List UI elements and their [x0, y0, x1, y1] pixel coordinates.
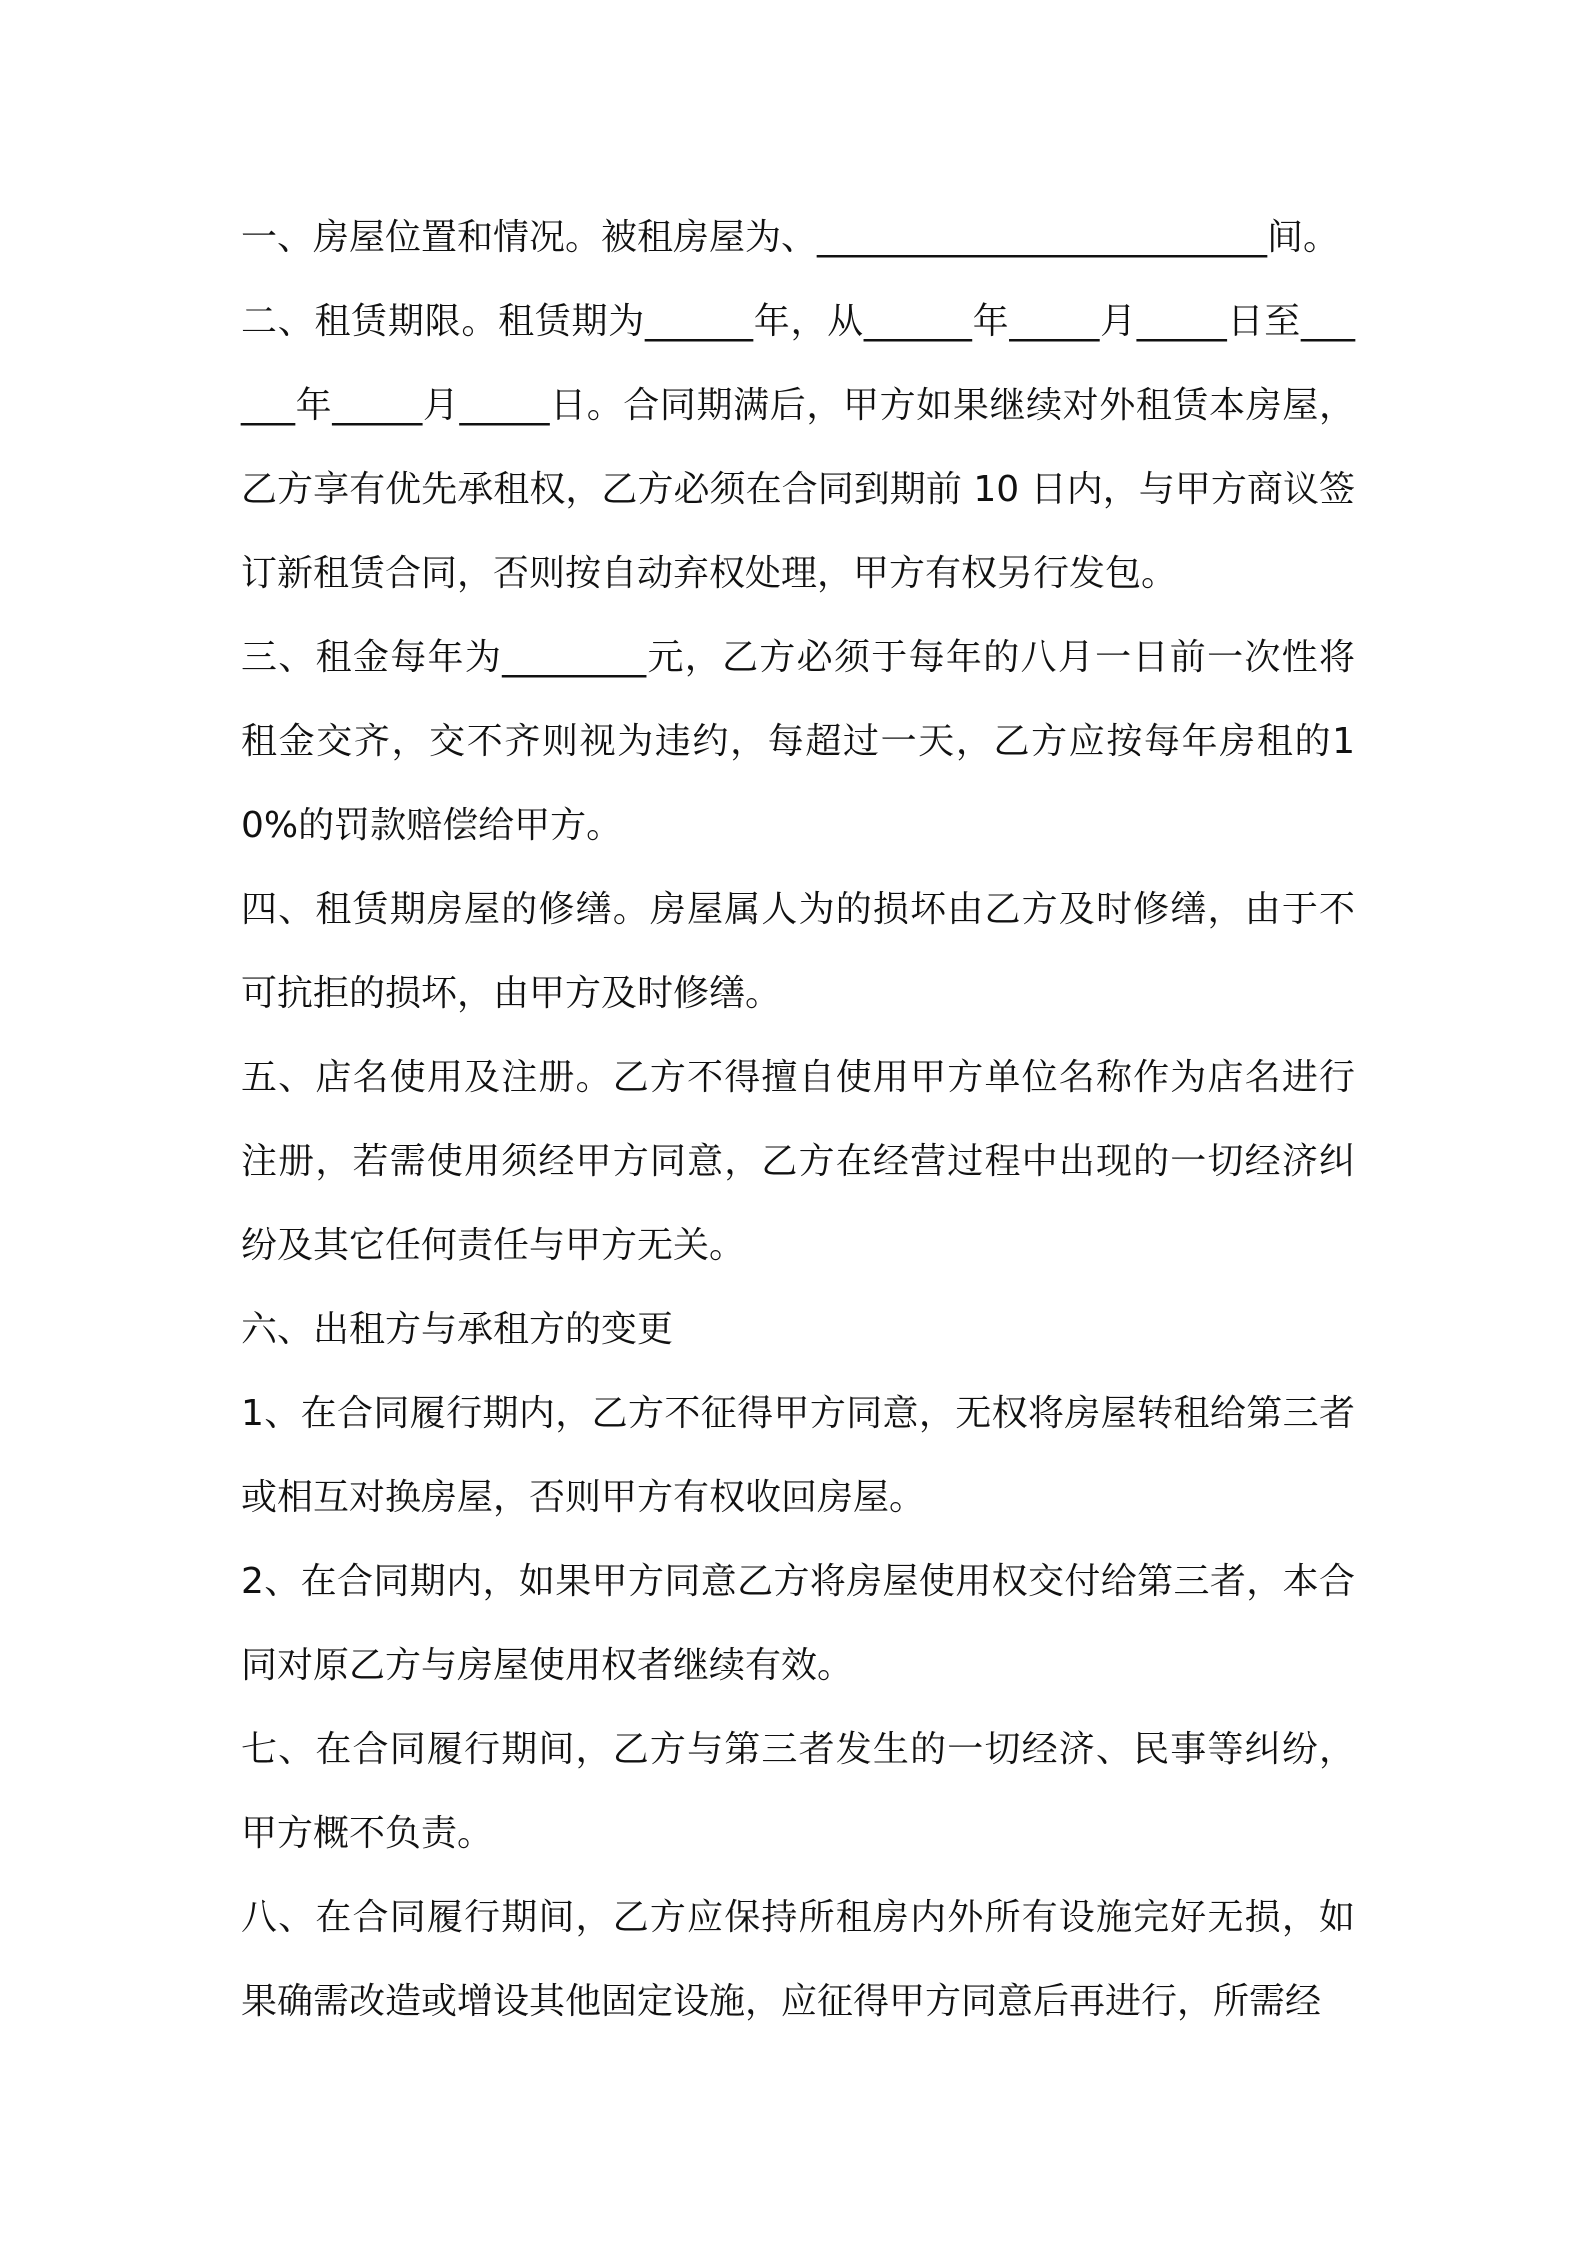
clause-8-facilities: 八、在合同履行期间，乙方应保持所租房内外所有设施完好无损，如果确需改造或增设其他固定设施，应征得甲方同意后再进行，所需经 — [241, 1897, 1355, 2022]
clause-3-rent: 三、租金每年为________元，乙方必须于每年的八月一日前一次性将租金交齐，交不齐则视为违约，每超过一天，乙方应按每年房租的10%的罚款赔偿给甲方。 — [241, 637, 1355, 846]
clause-4-repairs: 四、租赁期房屋的修缮。房屋属人为的损坏由乙方及时修缮，由于不可抗拒的损坏，由甲方及时修缮。 — [241, 889, 1355, 1014]
clause-7-disputes: 七、在合同履行期间，乙方与第三者发生的一切经济、民事等纠纷，甲方概不负责。 — [241, 1729, 1355, 1854]
clause-6-party-change-heading: 六、出租方与承租方的变更 — [241, 1309, 674, 1350]
document-body — [241, 196, 1355, 2044]
clause-6-2-transfer: 2、在合同期内，如果甲方同意乙方将房屋使用权交付给第三者，本合同对原乙方与房屋使用权者继续有效。 — [241, 1561, 1355, 1686]
clause-2-lease-term: 二、租赁期限。租赁期为______年，从______年_____月_____日至______年_____月_____日。合同期满后，甲方如果继续对外租赁本房屋，乙方享有优先承租权，乙方必须在合同到期前 10 日内，与甲方商议签订新租赁合同，否则按自动弃权处理，甲方有权另行发包。 — [241, 301, 1355, 594]
clause-5-store-name: 五、店名使用及注册。乙方不得擅自使用甲方单位名称作为店名进行注册，若需使用须经甲方同意，乙方在经营过程中出现的一切经济纠纷及其它任何责任与甲方无关。 — [241, 1057, 1355, 1266]
clause-1-property-location: 一、房屋位置和情况。被租房屋为、_________________________间。 — [241, 217, 1340, 258]
clause-6-1-sublease: 1、在合同履行期内，乙方不征得甲方同意，无权将房屋转租给第三者或相互对换房屋，否则甲方有权收回房屋。 — [241, 1393, 1355, 1518]
